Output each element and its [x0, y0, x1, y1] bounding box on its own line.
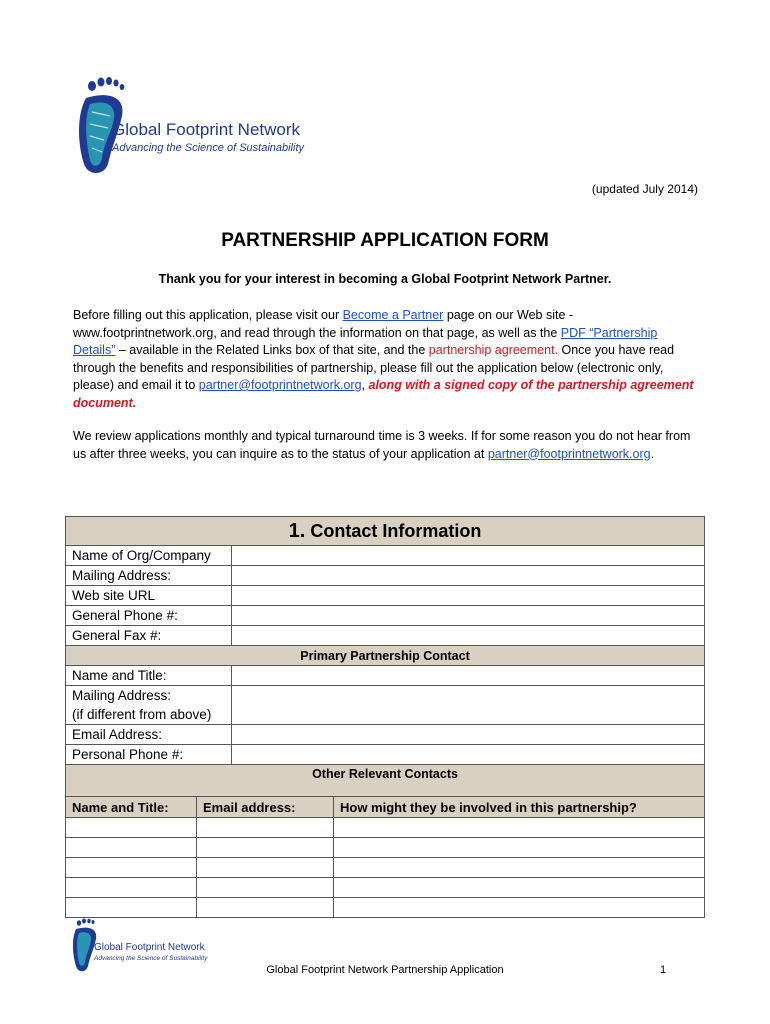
- logo: [74, 76, 314, 180]
- contact-cell[interactable]: [334, 858, 705, 878]
- website-field[interactable]: [232, 586, 705, 606]
- contact-mailing-note: (if different from above): [66, 705, 232, 725]
- contact-phone-field[interactable]: [232, 745, 705, 765]
- contact-email-field[interactable]: [232, 725, 705, 745]
- contact-cell[interactable]: [334, 878, 705, 898]
- updated-date: (updated July 2014): [591, 182, 698, 196]
- table-row: [66, 858, 705, 878]
- contact-phone-input[interactable]: [238, 746, 698, 763]
- website-input[interactable]: [238, 587, 698, 604]
- primary-contact-header: Primary Partnership Contact: [66, 646, 705, 666]
- table-row: [66, 898, 705, 918]
- contact-cell[interactable]: [66, 898, 197, 918]
- contact-info-table: [65, 516, 705, 804]
- website-label: Web site URL: [66, 586, 232, 606]
- contact-name-label: Name and Title:: [66, 666, 232, 686]
- contact-name-input[interactable]: [238, 667, 698, 684]
- general-fax-label: General Fax #:: [66, 626, 232, 646]
- contact-phone-label: Personal Phone #:: [66, 745, 232, 765]
- section-number: 1.: [288, 519, 306, 542]
- page-title: PARTNERSHIP APPLICATION FORM: [221, 230, 549, 251]
- page-number: 1: [660, 964, 667, 976]
- footer-logo-name: Global Footprint Network: [94, 942, 205, 953]
- org-name-field[interactable]: [232, 546, 705, 566]
- review-paragraph: [73, 428, 703, 463]
- section-title: Contact Information: [310, 520, 482, 541]
- pdf-details-link[interactable]: PDF “Partnership Details”: [73, 325, 658, 357]
- contact-cell[interactable]: [197, 878, 334, 898]
- contact-cell[interactable]: [334, 818, 705, 838]
- thanks-line: Thank you for your interest in becoming a Global Footprint Network Partner.: [158, 272, 612, 286]
- partner-email-link[interactable]: partner@footprintnetwork.org: [198, 378, 362, 392]
- other-contacts-table: [65, 796, 705, 918]
- mailing-address-field[interactable]: [232, 566, 705, 586]
- general-fax-field[interactable]: [232, 626, 705, 646]
- intro-text-3: – available in the Related Links box of that site, and the: [115, 343, 429, 357]
- contact-cell[interactable]: [334, 898, 705, 918]
- review-text-2: .: [650, 446, 655, 461]
- section-header: [66, 517, 705, 546]
- review-text-1: We review applications monthly and typical turnaround time is 3 weeks. If for some reason you do not hear from us after three weeks, you can inquire as to the status of your application at: [73, 429, 691, 461]
- contact-cell[interactable]: [197, 838, 334, 858]
- contact-cell[interactable]: [197, 858, 334, 878]
- general-phone-field[interactable]: [232, 606, 705, 626]
- org-name-input[interactable]: [238, 547, 698, 564]
- col-email: Email address:: [197, 797, 334, 818]
- mailing-address-label: Mailing Address:: [66, 566, 232, 586]
- org-name-label: Name of Org/Company: [66, 546, 232, 566]
- intro-text-5: ,: [361, 378, 369, 392]
- contact-email-label: Email Address:: [66, 725, 232, 745]
- signed-copy-text: along with a signed copy of the partnership agreement document.: [73, 378, 694, 410]
- contact-cell[interactable]: [66, 858, 197, 878]
- contact-cell[interactable]: [66, 838, 197, 858]
- col-involvement: How might they be involved in this partnership?: [334, 797, 705, 818]
- review-email-link[interactable]: partner@footprintnetwork.org: [487, 446, 651, 461]
- intro-paragraph: [73, 307, 703, 412]
- general-phone-label: General Phone #:: [66, 606, 232, 626]
- contact-cell[interactable]: [197, 898, 334, 918]
- contact-mailing-input[interactable]: [238, 697, 698, 714]
- col-name-title: Name and Title:: [66, 797, 197, 818]
- contact-mailing-label: Mailing Address:: [66, 686, 232, 706]
- table-row: [66, 818, 705, 838]
- intro-text-2: page on our Web site - www.footprintnetwork.org, and read through the information on that page, as well as the: [73, 308, 574, 340]
- footer-text: Global Footprint Network Partnership Application: [266, 964, 504, 976]
- table-row: [66, 878, 705, 898]
- contact-cell[interactable]: [334, 838, 705, 858]
- logo-name: Global Footprint Network: [112, 120, 301, 139]
- contact-cell[interactable]: [66, 878, 197, 898]
- general-phone-input[interactable]: [238, 607, 698, 624]
- contact-cell[interactable]: [197, 818, 334, 838]
- partnership-agreement-text: partnership agreement.: [428, 343, 559, 357]
- contact-mailing-field[interactable]: [232, 686, 705, 725]
- table-row: [66, 838, 705, 858]
- contact-name-field[interactable]: [232, 666, 705, 686]
- logo-tagline: Advancing the Science of Sustainability: [112, 142, 305, 154]
- contact-email-input[interactable]: [238, 726, 698, 743]
- other-contacts-header: Other Relevant Contacts: [66, 765, 705, 804]
- contact-cell[interactable]: [66, 818, 197, 838]
- become-partner-link[interactable]: Become a Partner: [342, 308, 444, 322]
- mailing-address-input[interactable]: [238, 567, 698, 584]
- intro-text-4: Once you have read through the benefits and responsibilities of partnership, please fill out the application below (electronic only, please) and email it to: [73, 343, 675, 392]
- general-fax-input[interactable]: [238, 627, 698, 644]
- footer-logo-tagline: Advancing the Science of Sustainability: [94, 955, 208, 962]
- intro-text-1: Before filling out this application, please visit our: [73, 308, 343, 322]
